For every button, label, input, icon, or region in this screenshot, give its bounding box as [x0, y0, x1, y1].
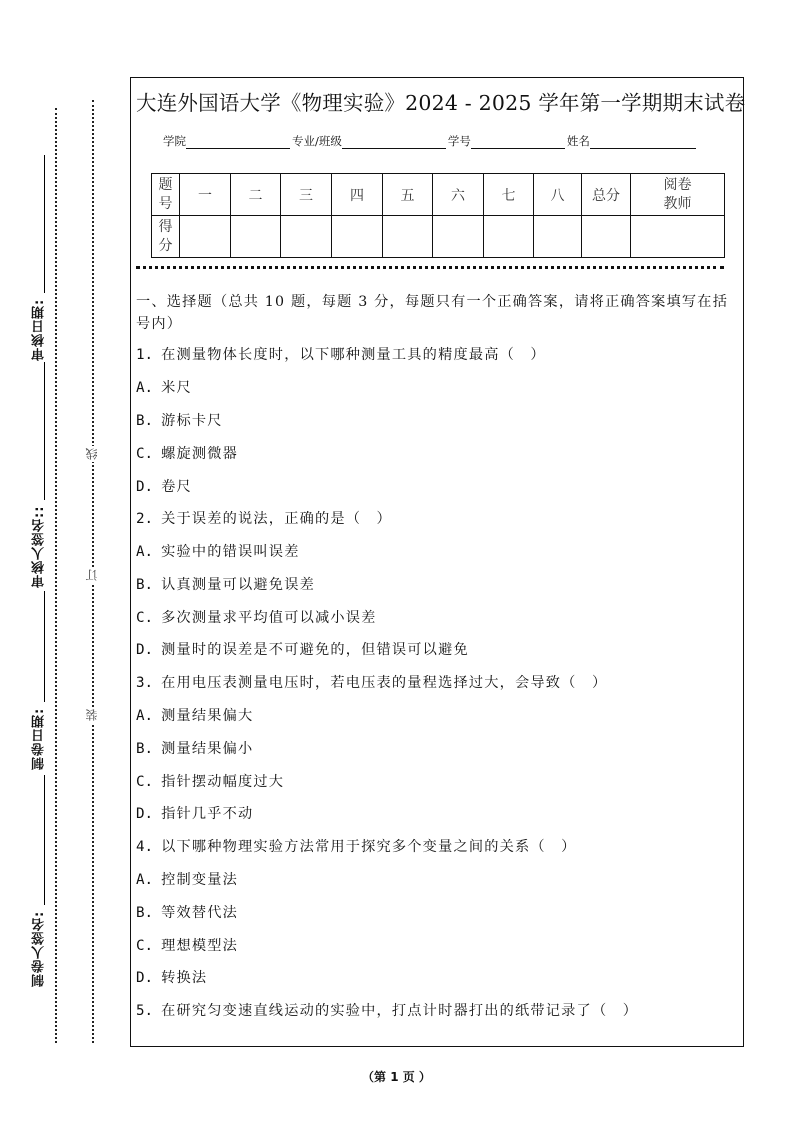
question-text: 在测量物体长度时，以下哪种测量工具的精度最高（ ） [161, 347, 546, 363]
review-date-label: 审核日期: [32, 298, 47, 362]
option-1a[interactable] [136, 377, 192, 399]
option-label: A. [136, 544, 154, 560]
binding-word-bind: 装 [85, 709, 99, 721]
option-text: 转换法 [161, 970, 208, 986]
column-header: 二 [231, 174, 281, 216]
question-number: 4. [136, 839, 154, 855]
option-text: 理想模型法 [161, 938, 239, 954]
option-text: 指针几乎不动 [161, 806, 254, 822]
option-3b[interactable] [136, 738, 253, 760]
column-header-grader [631, 174, 725, 216]
option-text: 测量时的误差是不可避免的，但错误可以避免 [161, 642, 469, 658]
option-label: B. [136, 577, 154, 593]
student-id-field[interactable] [471, 134, 565, 149]
name-label: 姓名 [566, 134, 590, 148]
total-score-cell[interactable] [582, 216, 631, 258]
preparation-date-line[interactable] [44, 590, 45, 702]
inner-dotted-line [55, 108, 57, 1043]
column-header-total: 总分 [582, 174, 631, 216]
dotted-separator [136, 266, 724, 269]
question-number: 1. [136, 347, 154, 363]
option-text: 测量结果偏小 [161, 741, 254, 757]
option-label: A. [136, 380, 154, 396]
option-text: 游标卡尺 [161, 413, 223, 429]
score-cell[interactable] [231, 216, 281, 258]
option-4c[interactable] [136, 935, 238, 957]
row-header-label: 得分 [158, 218, 173, 254]
option-text: 卷尺 [161, 479, 192, 495]
option-2a[interactable] [136, 541, 300, 563]
option-2c[interactable] [136, 607, 377, 629]
option-4d[interactable] [136, 967, 207, 989]
option-label: A. [136, 708, 154, 724]
option-text: 指针摆动幅度过大 [161, 774, 285, 790]
column-header: 三 [281, 174, 332, 216]
option-label: C. [136, 610, 154, 626]
option-label: D. [136, 970, 154, 986]
option-3d[interactable] [136, 803, 253, 825]
option-text: 认真测量可以避免误差 [161, 577, 315, 593]
question-4 [136, 836, 577, 858]
column-header: 四 [332, 174, 383, 216]
question-number: 5. [136, 1003, 154, 1019]
college-field[interactable] [186, 134, 290, 149]
option-label: B. [136, 413, 154, 429]
option-text: 多次测量求平均值可以减小误差 [161, 610, 377, 626]
question-number: 3. [136, 675, 154, 691]
option-1d[interactable] [136, 476, 192, 498]
row-header-label: 题号 [158, 176, 173, 212]
option-3a[interactable] [136, 705, 253, 727]
option-3c[interactable] [136, 771, 284, 793]
option-4a[interactable] [136, 869, 238, 891]
option-text: 等效替代法 [161, 905, 239, 921]
option-text: 米尺 [161, 380, 192, 396]
score-table [151, 173, 725, 258]
option-text: 控制变量法 [161, 872, 239, 888]
option-label: B. [136, 741, 154, 757]
score-cell[interactable] [281, 216, 332, 258]
option-label: C. [136, 774, 154, 790]
student-info-row [163, 131, 698, 149]
binding-word-staple: 订 [85, 569, 99, 581]
option-text: 测量结果偏大 [161, 708, 254, 724]
preparer-signature-label: 制卷人签名: [31, 908, 49, 990]
preparer-signature-line[interactable] [44, 775, 45, 905]
score-cell[interactable] [180, 216, 231, 258]
student-id-label: 学号 [447, 134, 471, 148]
score-cell[interactable] [433, 216, 484, 258]
option-label: C. [136, 938, 154, 954]
column-header: 五 [383, 174, 433, 216]
preparation-date-label: 制卷日期: [32, 707, 47, 771]
question-2 [136, 508, 392, 530]
option-label: C. [136, 446, 154, 462]
major-class-label: 专业/班级 [292, 134, 342, 148]
exam-title: 大连外国语大学《物理实验》2024 - 2025 学年第一学期期末试卷 [136, 91, 746, 115]
question-5 [136, 1000, 638, 1022]
reviewer-signature-label: 审核人签名:: [31, 503, 49, 591]
option-4b[interactable] [136, 902, 238, 924]
option-label: D. [136, 642, 154, 658]
column-header: 八 [534, 174, 582, 216]
option-label: D. [136, 806, 154, 822]
question-text: 关于误差的说法，正确的是（ ） [161, 511, 392, 527]
score-cell[interactable] [332, 216, 383, 258]
name-field[interactable] [590, 134, 696, 149]
option-label: B. [136, 905, 154, 921]
question-text: 在研究匀变速直线运动的实验中，打点计时器打出的纸带记录了（ ） [161, 1003, 639, 1019]
score-cell[interactable] [484, 216, 534, 258]
score-cell[interactable] [534, 216, 582, 258]
review-date-line[interactable] [44, 155, 45, 293]
row-header-question-number [152, 174, 180, 216]
question-1 [136, 344, 546, 366]
college-label: 学院 [163, 134, 186, 148]
option-text: 实验中的错误叫误差 [161, 544, 300, 560]
question-text: 以下哪种物理实验方法常用于探究多个变量之间的关系（ ） [161, 839, 577, 855]
option-1b[interactable] [136, 410, 223, 432]
score-row [152, 216, 725, 258]
page-number: （第 1 页 ） [362, 1070, 431, 1084]
section-heading: 一、选择题（总共 10 题，每题 3 分，每题只有一个正确答案，请将正确答案填写在括号内） [136, 294, 729, 332]
column-header: 一 [180, 174, 231, 216]
binding-word-line: 线 [85, 448, 99, 460]
option-2b[interactable] [136, 574, 315, 596]
column-header: 六 [433, 174, 484, 216]
question-number: 2. [136, 511, 154, 527]
question-number-row [152, 174, 725, 216]
reviewer-signature-line[interactable] [44, 362, 45, 500]
score-cell[interactable] [383, 216, 433, 258]
major-class-field[interactable] [342, 134, 446, 149]
option-2d[interactable] [136, 639, 469, 661]
option-label: A. [136, 872, 154, 888]
grader-cell[interactable] [631, 216, 725, 258]
option-1c[interactable] [136, 443, 238, 465]
option-text: 螺旋测微器 [161, 446, 239, 462]
grader-label: 阅卷教师 [663, 176, 692, 212]
row-header-score [152, 216, 180, 258]
option-label: D. [136, 479, 154, 495]
question-3 [136, 672, 607, 694]
column-header: 七 [484, 174, 534, 216]
question-text: 在用电压表测量电压时，若电压表的量程选择过大，会导致（ ） [161, 675, 608, 691]
